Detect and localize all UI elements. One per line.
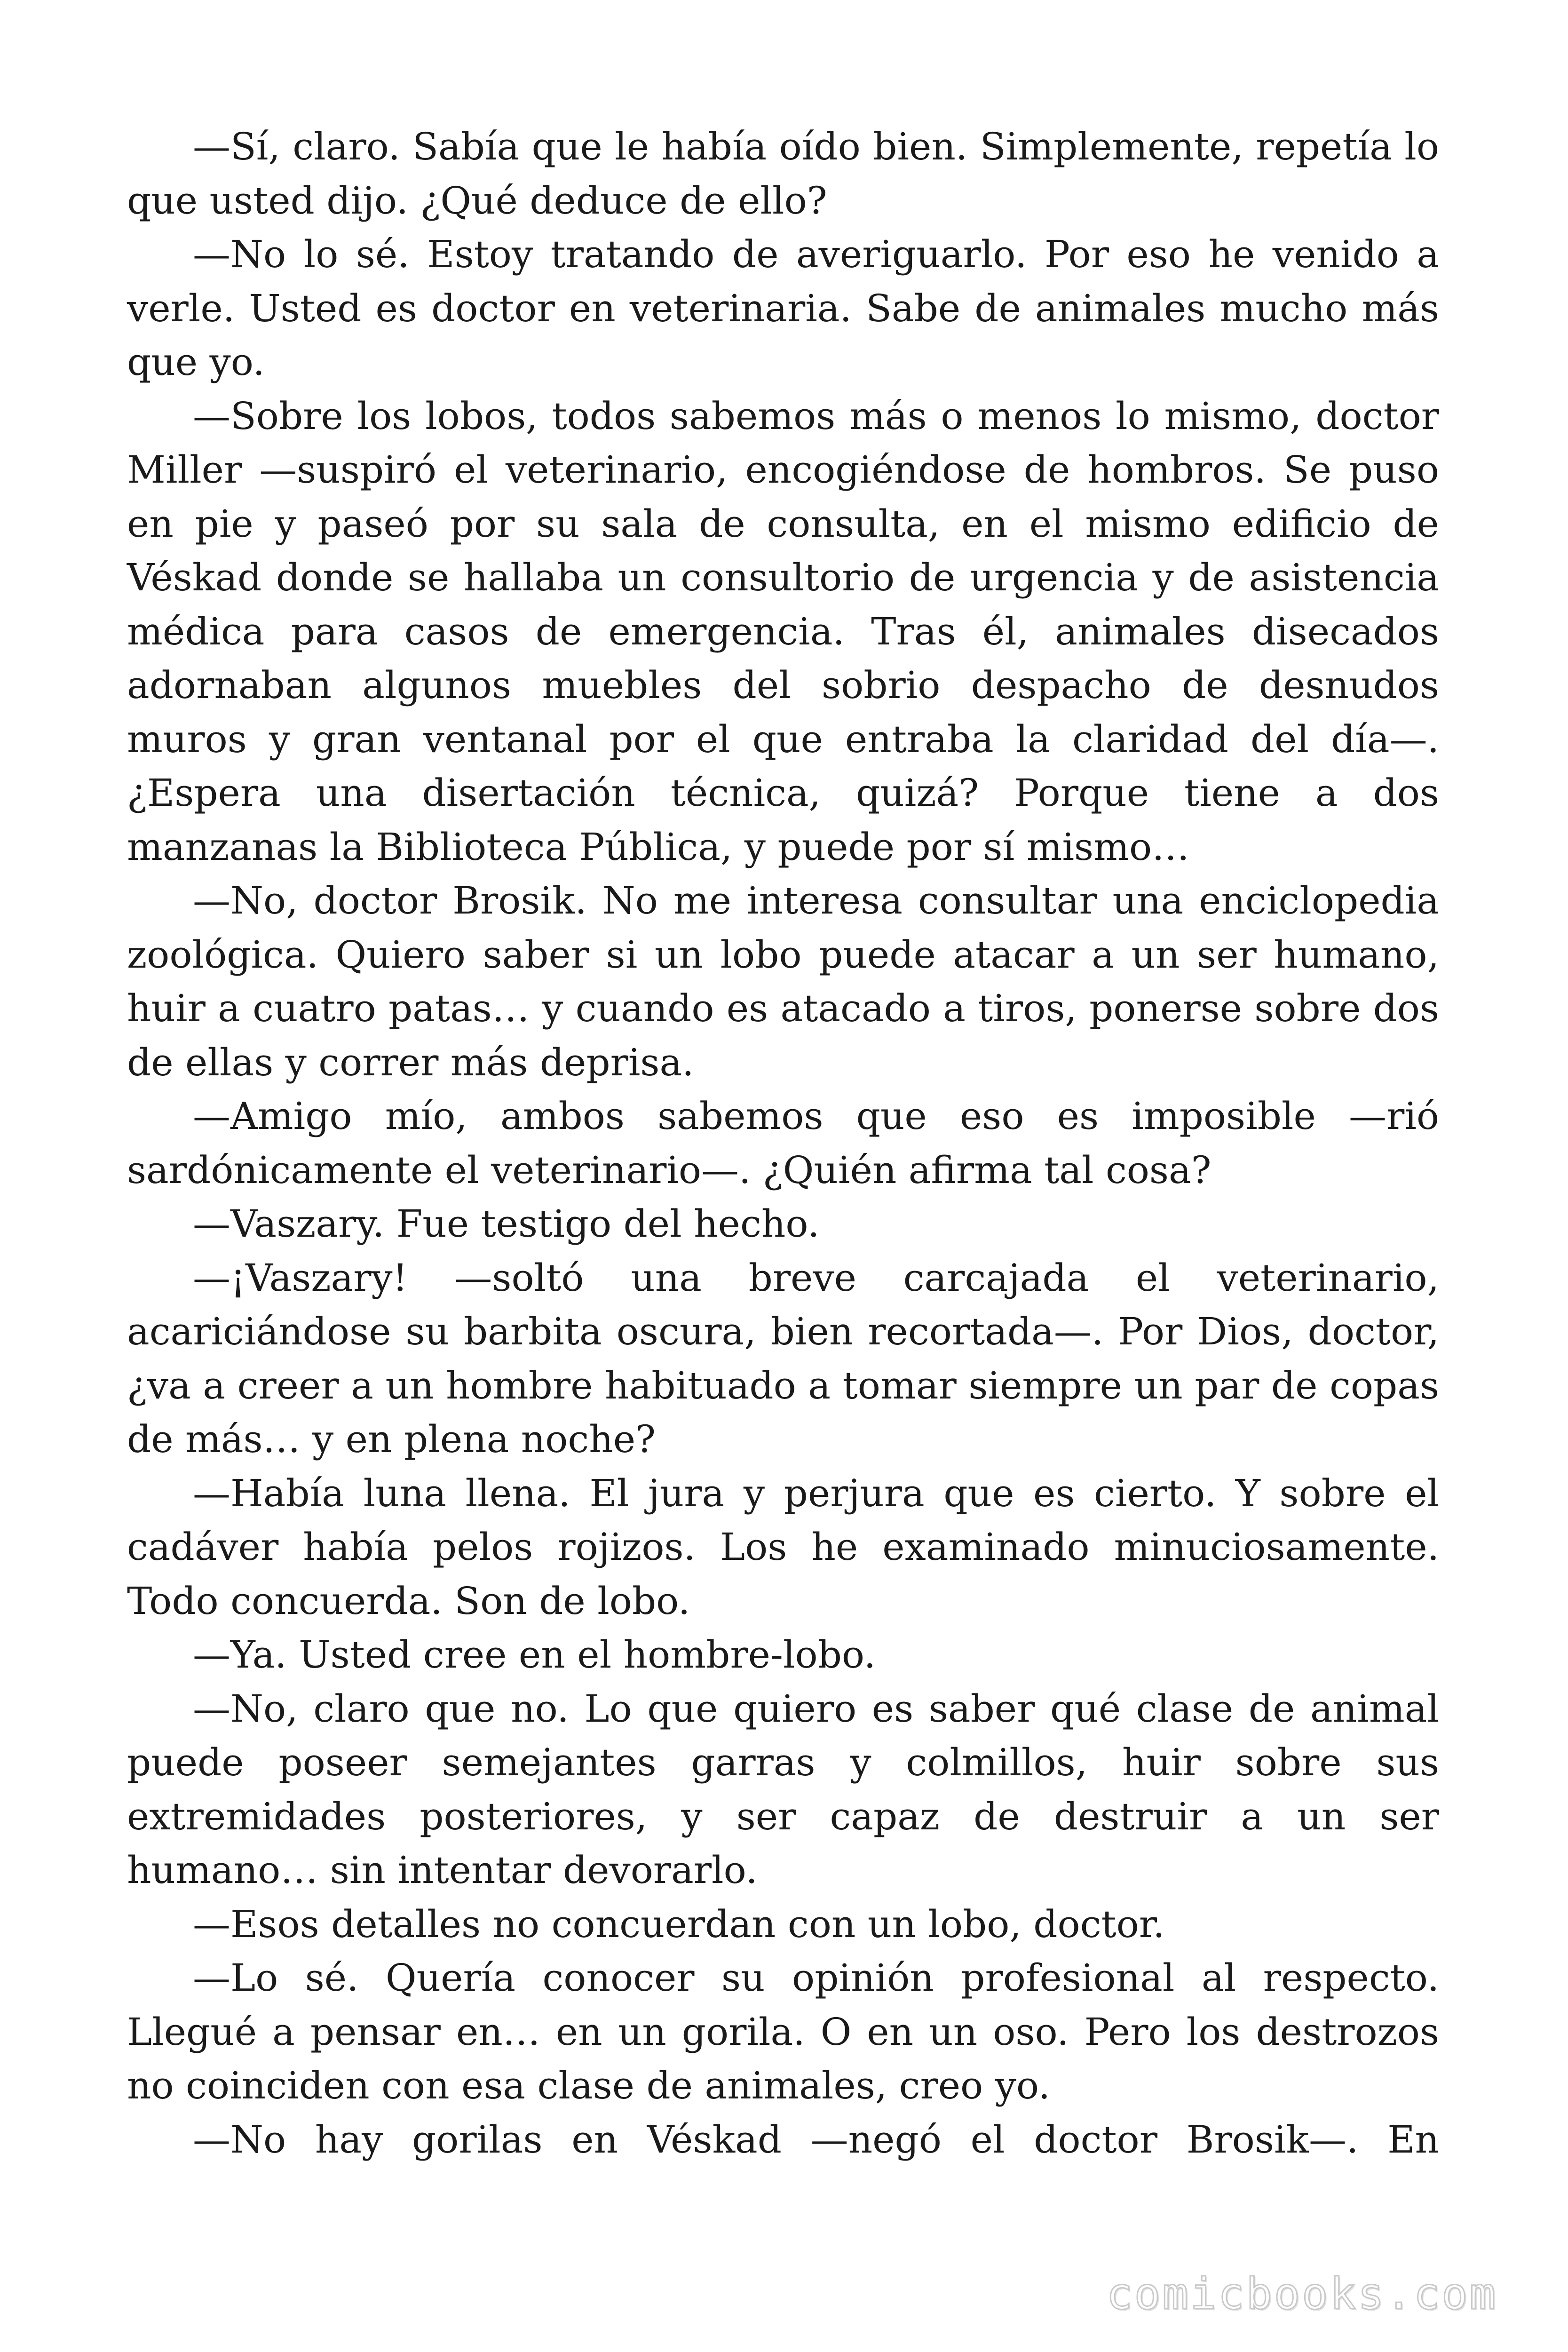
paragraph-5: —Amigo mío, ambos sabemos que eso es imposible —rió sardónicamente el veterinario—. ¿Quién afirma tal cosa? [127,1094,1439,1192]
paragraph-3: —Sobre los lobos, todos sabemos más o menos lo mismo, doctor Miller —suspiró el veterinario, encogiéndose de hombros. Se puso en pie y paseó por su sala de consulta, en el mismo edificio de Véskad donde se hallaba un consultorio de urgencia y de asistencia médica para casos de emergencia. Tras él, animales disecados adornaban algunos muebles del sobrio despacho de desnudos muros y gran ventanal por el que entraba la claridad del día—. ¿Espera una disertación técnica, quizá? Porque tiene a dos manzanas la Biblioteca Pública, y puede por sí mismo… [127,394,1439,869]
paragraph-1: —Sí, claro. Sabía que le había oído bien. Simplemente, repetía lo que usted dijo. ¿Qué deduce de ello? [127,125,1439,222]
body-text [127,120,1439,2167]
paragraph-8: —Había luna llena. El jura y perjura que es cierto. Y sobre el cadáver había pelos rojizos. Los he examinado minuciosamente. Todo concuerda. Son de lobo. [127,1471,1439,1623]
paragraph-12: —Lo sé. Quería conocer su opinión profesional al respecto. Llegué a pensar en… en un gorila. O en un oso. Pero los destrozos no coinciden con esa clase de animales, creo yo. [127,1956,1439,2107]
paragraph-9: —Ya. Usted cree en el hombre-lobo. [193,1633,876,1677]
paragraph-7: —¡Vaszary! —soltó una breve carcajada el veterinario, acariciándose su barbita oscura, bien recortada—. Por Dios, doctor, ¿va a creer a un hombre habituado a tomar siempre un par de copas de más… y en plena noche? [127,1255,1439,1461]
watermark: comicbooks.com [1106,2269,1497,2319]
paragraph-11: —Esos detalles no concuerdan con un lobo, doctor. [193,1902,1165,1946]
paragraph-2: —No lo sé. Estoy tratando de averiguarlo. Por eso he venido a verle. Usted es doctor en veterinaria. Sabe de animales mucho más que yo. [127,232,1439,384]
paragraph-6: —Vaszary. Fue testigo del hecho. [193,1202,820,1246]
paragraph-10: —No, claro que no. Lo que quiero es saber qué clase de animal puede poseer semejantes garras y colmillos, huir sobre sus extremidades posteriores, y ser capaz de destruir a un ser humano… sin intentar devorarlo. [127,1686,1439,1892]
paragraph-4: —No, doctor Brosik. No me interesa consultar una enciclopedia zoológica. Quiero saber si un lobo puede atacar a un ser humano, huir a cuatro patas… y cuando es atacado a tiros, ponerse sobre dos de ellas y correr más deprisa. [127,879,1439,1084]
paragraph-13: —No hay gorilas en Véskad —negó el doctor Brosik—. En [193,2117,1439,2161]
